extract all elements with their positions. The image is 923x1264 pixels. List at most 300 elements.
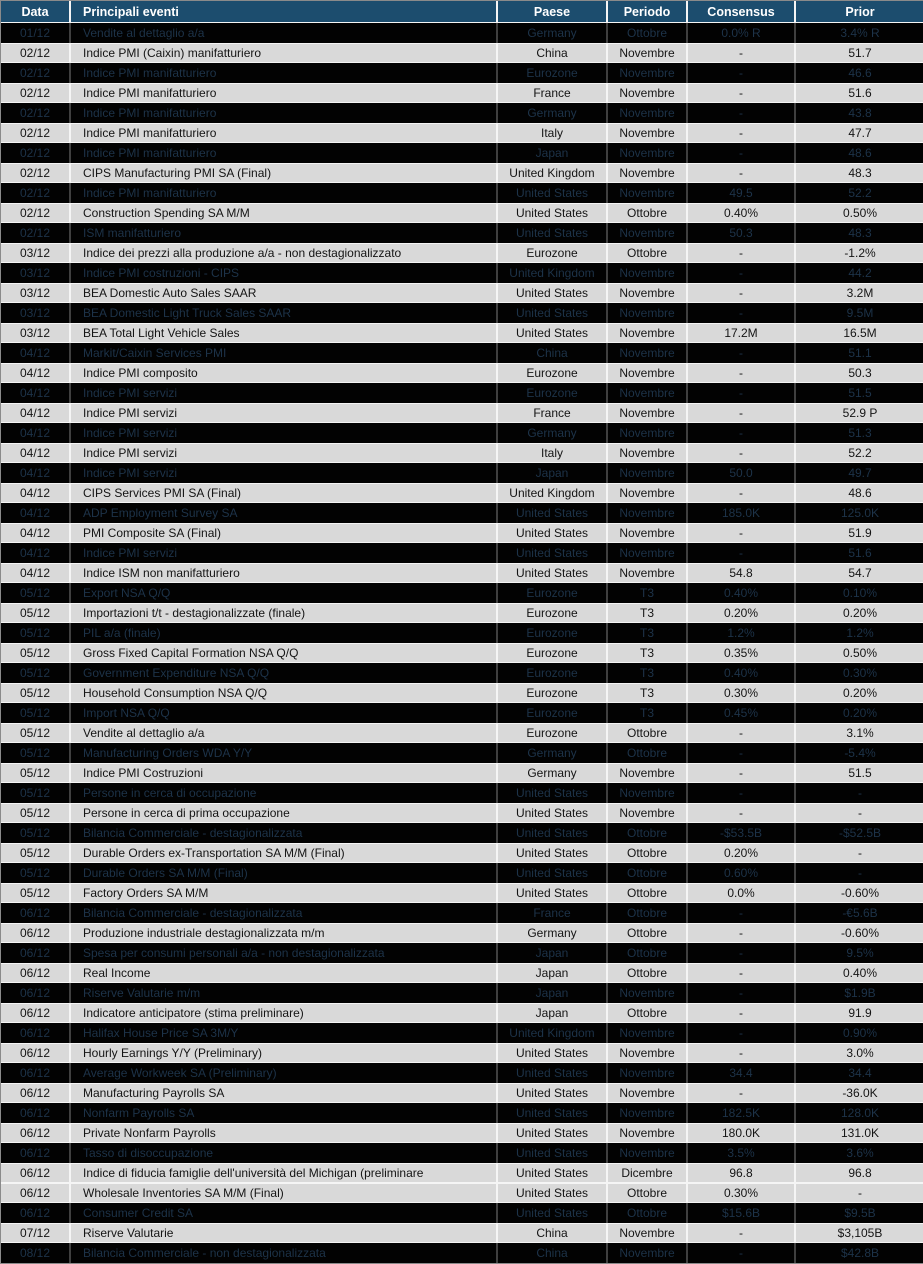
table-row: [1, 703, 923, 723]
cell-prior: 34.4: [796, 1063, 923, 1083]
cell-consensus: -: [688, 763, 796, 783]
cell-paese: Italy: [498, 443, 608, 463]
cell-prior: $3,105B: [796, 1223, 923, 1243]
cell-data: 02/12: [1, 163, 71, 183]
cell-consensus: 185.0K: [688, 503, 796, 523]
cell-data: 05/12: [1, 703, 71, 723]
cell-evento: Real Income: [71, 963, 498, 983]
cell-prior: 0.50%: [796, 643, 923, 663]
cell-consensus: -: [688, 123, 796, 143]
cell-periodo: Novembre: [608, 183, 688, 203]
cell-paese: Eurozone: [498, 63, 608, 83]
cell-periodo: Novembre: [608, 263, 688, 283]
cell-evento: Gross Fixed Capital Formation NSA Q/Q: [71, 643, 498, 663]
cell-evento: Indice ISM non manifatturiero: [71, 563, 498, 583]
cell-data: 04/12: [1, 463, 71, 483]
cell-periodo: Ottobre: [608, 863, 688, 883]
cell-prior: -1.2%: [796, 243, 923, 263]
table-row: [1, 223, 923, 243]
column-header-paese: Paese: [498, 1, 608, 23]
cell-periodo: Ottobre: [608, 1003, 688, 1023]
cell-evento: Indice PMI manifatturiero: [71, 183, 498, 203]
cell-paese: United States: [498, 1183, 608, 1203]
cell-evento: Halifax House Price SA 3M/Y: [71, 1023, 498, 1043]
cell-consensus: 182.5K: [688, 1103, 796, 1123]
cell-data: 05/12: [1, 623, 71, 643]
table-row: [1, 103, 923, 123]
cell-periodo: Novembre: [608, 43, 688, 63]
cell-consensus: -: [688, 803, 796, 823]
table-row: [1, 983, 923, 1003]
column-header-eventi: Principali eventi: [71, 1, 498, 23]
cell-paese: China: [498, 1243, 608, 1263]
cell-paese: Germany: [498, 923, 608, 943]
cell-prior: -: [796, 863, 923, 883]
cell-periodo: Ottobre: [608, 883, 688, 903]
cell-paese: Eurozone: [498, 663, 608, 683]
cell-data: 05/12: [1, 723, 71, 743]
cell-prior: 48.3: [796, 163, 923, 183]
table-row: [1, 183, 923, 203]
cell-periodo: T3: [608, 583, 688, 603]
cell-consensus: -: [688, 523, 796, 543]
cell-consensus: 0.60%: [688, 863, 796, 883]
cell-prior: -$52.5B: [796, 823, 923, 843]
cell-periodo: Novembre: [608, 1063, 688, 1083]
cell-evento: Import NSA Q/Q: [71, 703, 498, 723]
table-row: [1, 1183, 923, 1203]
cell-evento: Spesa per consumi personali a/a - non destagionalizzata: [71, 943, 498, 963]
cell-prior: -0.60%: [796, 883, 923, 903]
cell-data: 04/12: [1, 443, 71, 463]
cell-consensus: -: [688, 543, 796, 563]
cell-evento: Government Expenditure NSA Q/Q: [71, 663, 498, 683]
cell-periodo: Novembre: [608, 83, 688, 103]
cell-data: 08/12: [1, 1243, 71, 1263]
cell-data: 04/12: [1, 483, 71, 503]
cell-data: 04/12: [1, 563, 71, 583]
cell-consensus: -: [688, 303, 796, 323]
cell-prior: 48.3: [796, 223, 923, 243]
cell-consensus: -: [688, 1243, 796, 1263]
cell-prior: 128.0K: [796, 1103, 923, 1123]
cell-paese: United States: [498, 823, 608, 843]
cell-periodo: Novembre: [608, 283, 688, 303]
cell-data: 05/12: [1, 643, 71, 663]
cell-data: 03/12: [1, 243, 71, 263]
cell-periodo: T3: [608, 683, 688, 703]
cell-data: 04/12: [1, 383, 71, 403]
cell-paese: United States: [498, 1063, 608, 1083]
cell-paese: Germany: [498, 103, 608, 123]
cell-evento: Vendite al dettaglio a/a: [71, 723, 498, 743]
cell-periodo: Novembre: [608, 163, 688, 183]
table-row: [1, 583, 923, 603]
cell-paese: United States: [498, 303, 608, 323]
cell-data: 02/12: [1, 223, 71, 243]
cell-periodo: Novembre: [608, 783, 688, 803]
table-row: [1, 43, 923, 63]
cell-evento: Indice PMI servizi: [71, 423, 498, 443]
cell-prior: 50.3: [796, 363, 923, 383]
table-row: [1, 683, 923, 703]
cell-data: 06/12: [1, 1003, 71, 1023]
cell-periodo: Novembre: [608, 443, 688, 463]
cell-prior: 52.2: [796, 183, 923, 203]
cell-periodo: Ottobre: [608, 203, 688, 223]
column-header-prior: Prior: [796, 1, 923, 23]
cell-consensus: -: [688, 903, 796, 923]
cell-prior: 51.7: [796, 43, 923, 63]
cell-data: 02/12: [1, 203, 71, 223]
cell-consensus: 0.0% R: [688, 23, 796, 43]
cell-consensus: 50.3: [688, 223, 796, 243]
cell-prior: 3.0%: [796, 1043, 923, 1063]
cell-periodo: Ottobre: [608, 943, 688, 963]
cell-consensus: -: [688, 163, 796, 183]
cell-data: 01/12: [1, 23, 71, 43]
cell-paese: United Kingdom: [498, 263, 608, 283]
cell-consensus: -: [688, 783, 796, 803]
cell-paese: United States: [498, 223, 608, 243]
table-row: [1, 663, 923, 683]
cell-prior: 9.5%: [796, 943, 923, 963]
table-row: [1, 283, 923, 303]
cell-periodo: Novembre: [608, 1023, 688, 1043]
cell-paese: United States: [498, 803, 608, 823]
cell-prior: 44.2: [796, 263, 923, 283]
cell-evento: CIPS Services PMI SA (Final): [71, 483, 498, 503]
cell-consensus: -: [688, 243, 796, 263]
cell-evento: Indice PMI servizi: [71, 403, 498, 423]
cell-prior: -: [796, 1183, 923, 1203]
cell-paese: Germany: [498, 743, 608, 763]
cell-paese: United States: [498, 183, 608, 203]
cell-periodo: Novembre: [608, 1243, 688, 1263]
cell-consensus: 96.8: [688, 1163, 796, 1183]
cell-consensus: -: [688, 1043, 796, 1063]
cell-prior: 0.20%: [796, 703, 923, 723]
cell-consensus: -: [688, 1083, 796, 1103]
cell-evento: Persone in cerca di prima occupazione: [71, 803, 498, 823]
cell-evento: BEA Domestic Light Truck Sales SAAR: [71, 303, 498, 323]
table-row: [1, 1103, 923, 1123]
cell-paese: United States: [498, 1083, 608, 1103]
cell-data: 06/12: [1, 1063, 71, 1083]
cell-prior: 51.1: [796, 343, 923, 363]
cell-prior: 51.9: [796, 523, 923, 543]
cell-paese: Japan: [498, 1003, 608, 1023]
cell-prior: 125.0K: [796, 503, 923, 523]
cell-consensus: 180.0K: [688, 1123, 796, 1143]
column-header-data: Data: [1, 1, 71, 23]
cell-evento: Indice PMI Costruzioni: [71, 763, 498, 783]
cell-consensus: -: [688, 43, 796, 63]
cell-consensus: 1.2%: [688, 623, 796, 643]
cell-evento: Indice PMI servizi: [71, 383, 498, 403]
cell-paese: France: [498, 403, 608, 423]
table-row: [1, 963, 923, 983]
cell-data: 06/12: [1, 1163, 71, 1183]
cell-consensus: -: [688, 723, 796, 743]
cell-evento: BEA Domestic Auto Sales SAAR: [71, 283, 498, 303]
table-row: [1, 943, 923, 963]
cell-periodo: Ottobre: [608, 843, 688, 863]
cell-evento: Persone in cerca di occupazione: [71, 783, 498, 803]
cell-paese: Eurozone: [498, 723, 608, 743]
cell-evento: Indice PMI manifatturiero: [71, 143, 498, 163]
table-row: [1, 883, 923, 903]
cell-data: 05/12: [1, 843, 71, 863]
table-row: [1, 323, 923, 343]
cell-evento: Consumer Credit SA: [71, 1203, 498, 1223]
cell-consensus: 34.4: [688, 1063, 796, 1083]
cell-data: 05/12: [1, 743, 71, 763]
table-row: [1, 1163, 923, 1183]
cell-data: 05/12: [1, 783, 71, 803]
cell-paese: United States: [498, 523, 608, 543]
cell-periodo: Novembre: [608, 523, 688, 543]
cell-periodo: Ottobre: [608, 963, 688, 983]
cell-periodo: Ottobre: [608, 243, 688, 263]
cell-data: 02/12: [1, 143, 71, 163]
cell-evento: Produzione industriale destagionalizzata m/m: [71, 923, 498, 943]
table-row: [1, 623, 923, 643]
cell-data: 02/12: [1, 63, 71, 83]
cell-consensus: -: [688, 743, 796, 763]
cell-data: 04/12: [1, 363, 71, 383]
cell-data: 04/12: [1, 523, 71, 543]
cell-consensus: -: [688, 283, 796, 303]
cell-data: 06/12: [1, 1143, 71, 1163]
cell-consensus: -: [688, 1003, 796, 1023]
cell-evento: Household Consumption NSA Q/Q: [71, 683, 498, 703]
cell-data: 05/12: [1, 583, 71, 603]
cell-prior: 3.4% R: [796, 23, 923, 43]
cell-prior: $42.8B: [796, 1243, 923, 1263]
cell-prior: 54.7: [796, 563, 923, 583]
cell-periodo: Ottobre: [608, 823, 688, 843]
table-row: [1, 363, 923, 383]
cell-data: 05/12: [1, 823, 71, 843]
table-row: [1, 423, 923, 443]
cell-consensus: $15.6B: [688, 1203, 796, 1223]
cell-evento: Bilancia Commerciale - destagionalizzata: [71, 823, 498, 843]
cell-data: 03/12: [1, 303, 71, 323]
table-row: [1, 243, 923, 263]
cell-consensus: 0.30%: [688, 683, 796, 703]
cell-prior: -: [796, 843, 923, 863]
cell-periodo: Dicembre: [608, 1163, 688, 1183]
cell-data: 06/12: [1, 903, 71, 923]
cell-prior: -: [796, 803, 923, 823]
cell-consensus: 0.35%: [688, 643, 796, 663]
cell-evento: Indice PMI composito: [71, 363, 498, 383]
cell-periodo: Novembre: [608, 323, 688, 343]
cell-data: 06/12: [1, 1103, 71, 1123]
cell-data: 06/12: [1, 1183, 71, 1203]
cell-paese: Eurozone: [498, 603, 608, 623]
cell-data: 02/12: [1, 123, 71, 143]
cell-periodo: Novembre: [608, 363, 688, 383]
table-row: [1, 523, 923, 543]
table-row: [1, 303, 923, 323]
cell-paese: Japan: [498, 143, 608, 163]
cell-paese: United States: [498, 563, 608, 583]
cell-paese: United States: [498, 1103, 608, 1123]
cell-periodo: Novembre: [608, 1043, 688, 1063]
cell-data: 07/12: [1, 1223, 71, 1243]
cell-consensus: 0.0%: [688, 883, 796, 903]
cell-prior: $9.5B: [796, 1203, 923, 1223]
table-row: [1, 803, 923, 823]
cell-paese: Eurozone: [498, 643, 608, 663]
cell-data: 05/12: [1, 883, 71, 903]
table-row: [1, 1003, 923, 1023]
cell-prior: 47.7: [796, 123, 923, 143]
cell-periodo: Ottobre: [608, 743, 688, 763]
cell-paese: United States: [498, 283, 608, 303]
table-row: [1, 923, 923, 943]
cell-evento: Importazioni t/t - destagionalizzate (finale): [71, 603, 498, 623]
cell-periodo: Novembre: [608, 103, 688, 123]
cell-prior: 52.2: [796, 443, 923, 463]
cell-periodo: Novembre: [608, 223, 688, 243]
cell-consensus: -: [688, 443, 796, 463]
cell-prior: 51.5: [796, 763, 923, 783]
cell-evento: Indice PMI costruzioni - CIPS: [71, 263, 498, 283]
cell-paese: United States: [498, 843, 608, 863]
cell-periodo: Novembre: [608, 1103, 688, 1123]
cell-data: 03/12: [1, 263, 71, 283]
cell-consensus: 0.40%: [688, 203, 796, 223]
cell-paese: Eurozone: [498, 583, 608, 603]
cell-prior: -: [796, 783, 923, 803]
cell-evento: Nonfarm Payrolls SA: [71, 1103, 498, 1123]
cell-evento: Riserve Valutarie m/m: [71, 983, 498, 1003]
cell-periodo: Novembre: [608, 983, 688, 1003]
cell-consensus: 0.40%: [688, 583, 796, 603]
cell-consensus: -: [688, 363, 796, 383]
cell-paese: France: [498, 903, 608, 923]
table-row: [1, 603, 923, 623]
cell-evento: Manufacturing Orders WDA Y/Y: [71, 743, 498, 763]
cell-paese: Italy: [498, 123, 608, 143]
cell-consensus: -: [688, 1223, 796, 1243]
cell-evento: PIL a/a (finale): [71, 623, 498, 643]
cell-evento: Indice PMI manifatturiero: [71, 63, 498, 83]
table-row: [1, 343, 923, 363]
cell-prior: 0.40%: [796, 963, 923, 983]
table-row: [1, 203, 923, 223]
table-row: [1, 503, 923, 523]
cell-evento: Bilancia Commerciale - non destagionalizzata: [71, 1243, 498, 1263]
table-row: [1, 823, 923, 843]
cell-periodo: Ottobre: [608, 903, 688, 923]
table-row: [1, 1043, 923, 1063]
cell-consensus: 17.2M: [688, 323, 796, 343]
cell-evento: Indice PMI (Caixin) manifatturiero: [71, 43, 498, 63]
cell-prior: -5.4%: [796, 743, 923, 763]
cell-periodo: Novembre: [608, 1143, 688, 1163]
cell-consensus: 0.20%: [688, 603, 796, 623]
cell-periodo: Novembre: [608, 483, 688, 503]
cell-data: 06/12: [1, 1023, 71, 1043]
cell-paese: Germany: [498, 763, 608, 783]
cell-periodo: Novembre: [608, 1083, 688, 1103]
cell-periodo: T3: [608, 603, 688, 623]
cell-periodo: T3: [608, 623, 688, 643]
table-row: [1, 63, 923, 83]
cell-paese: United States: [498, 1203, 608, 1223]
cell-paese: United States: [498, 883, 608, 903]
cell-paese: United States: [498, 543, 608, 563]
cell-prior: 1.2%: [796, 623, 923, 643]
cell-periodo: Ottobre: [608, 1203, 688, 1223]
cell-periodo: Ottobre: [608, 723, 688, 743]
cell-prior: -36.0K: [796, 1083, 923, 1103]
cell-prior: 43.8: [796, 103, 923, 123]
cell-prior: 3.2M: [796, 283, 923, 303]
table-row: [1, 543, 923, 563]
cell-paese: United States: [498, 1163, 608, 1183]
cell-prior: 0.20%: [796, 603, 923, 623]
cell-evento: Indice PMI manifatturiero: [71, 83, 498, 103]
cell-consensus: -: [688, 343, 796, 363]
cell-paese: United Kingdom: [498, 163, 608, 183]
cell-paese: China: [498, 1223, 608, 1243]
cell-data: 04/12: [1, 503, 71, 523]
table-row: [1, 1063, 923, 1083]
cell-data: 02/12: [1, 43, 71, 63]
cell-evento: Hourly Earnings Y/Y (Preliminary): [71, 1043, 498, 1063]
cell-consensus: 50.0: [688, 463, 796, 483]
cell-consensus: -$53.5B: [688, 823, 796, 843]
cell-consensus: -: [688, 103, 796, 123]
cell-prior: 0.90%: [796, 1023, 923, 1043]
cell-data: 03/12: [1, 323, 71, 343]
cell-evento: ISM manifatturiero: [71, 223, 498, 243]
cell-paese: Japan: [498, 463, 608, 483]
cell-consensus: -: [688, 263, 796, 283]
table-row: [1, 383, 923, 403]
cell-prior: 3.1%: [796, 723, 923, 743]
cell-paese: China: [498, 43, 608, 63]
table-row: [1, 163, 923, 183]
cell-prior: 51.6: [796, 543, 923, 563]
cell-paese: United States: [498, 1043, 608, 1063]
cell-prior: 16.5M: [796, 323, 923, 343]
cell-evento: Markit/Caixin Services PMI: [71, 343, 498, 363]
cell-evento: BEA Total Light Vehicle Sales: [71, 323, 498, 343]
cell-periodo: Ottobre: [608, 923, 688, 943]
cell-paese: United States: [498, 503, 608, 523]
cell-periodo: T3: [608, 663, 688, 683]
cell-periodo: Novembre: [608, 543, 688, 563]
cell-paese: Germany: [498, 423, 608, 443]
table-header: [1, 1, 923, 23]
cell-data: 02/12: [1, 103, 71, 123]
cell-data: 03/12: [1, 283, 71, 303]
table-row: [1, 643, 923, 663]
cell-consensus: -: [688, 63, 796, 83]
cell-paese: United States: [498, 323, 608, 343]
cell-data: 06/12: [1, 1043, 71, 1063]
cell-prior: 48.6: [796, 483, 923, 503]
cell-prior: 51.5: [796, 383, 923, 403]
cell-data: 06/12: [1, 943, 71, 963]
table-row: [1, 463, 923, 483]
